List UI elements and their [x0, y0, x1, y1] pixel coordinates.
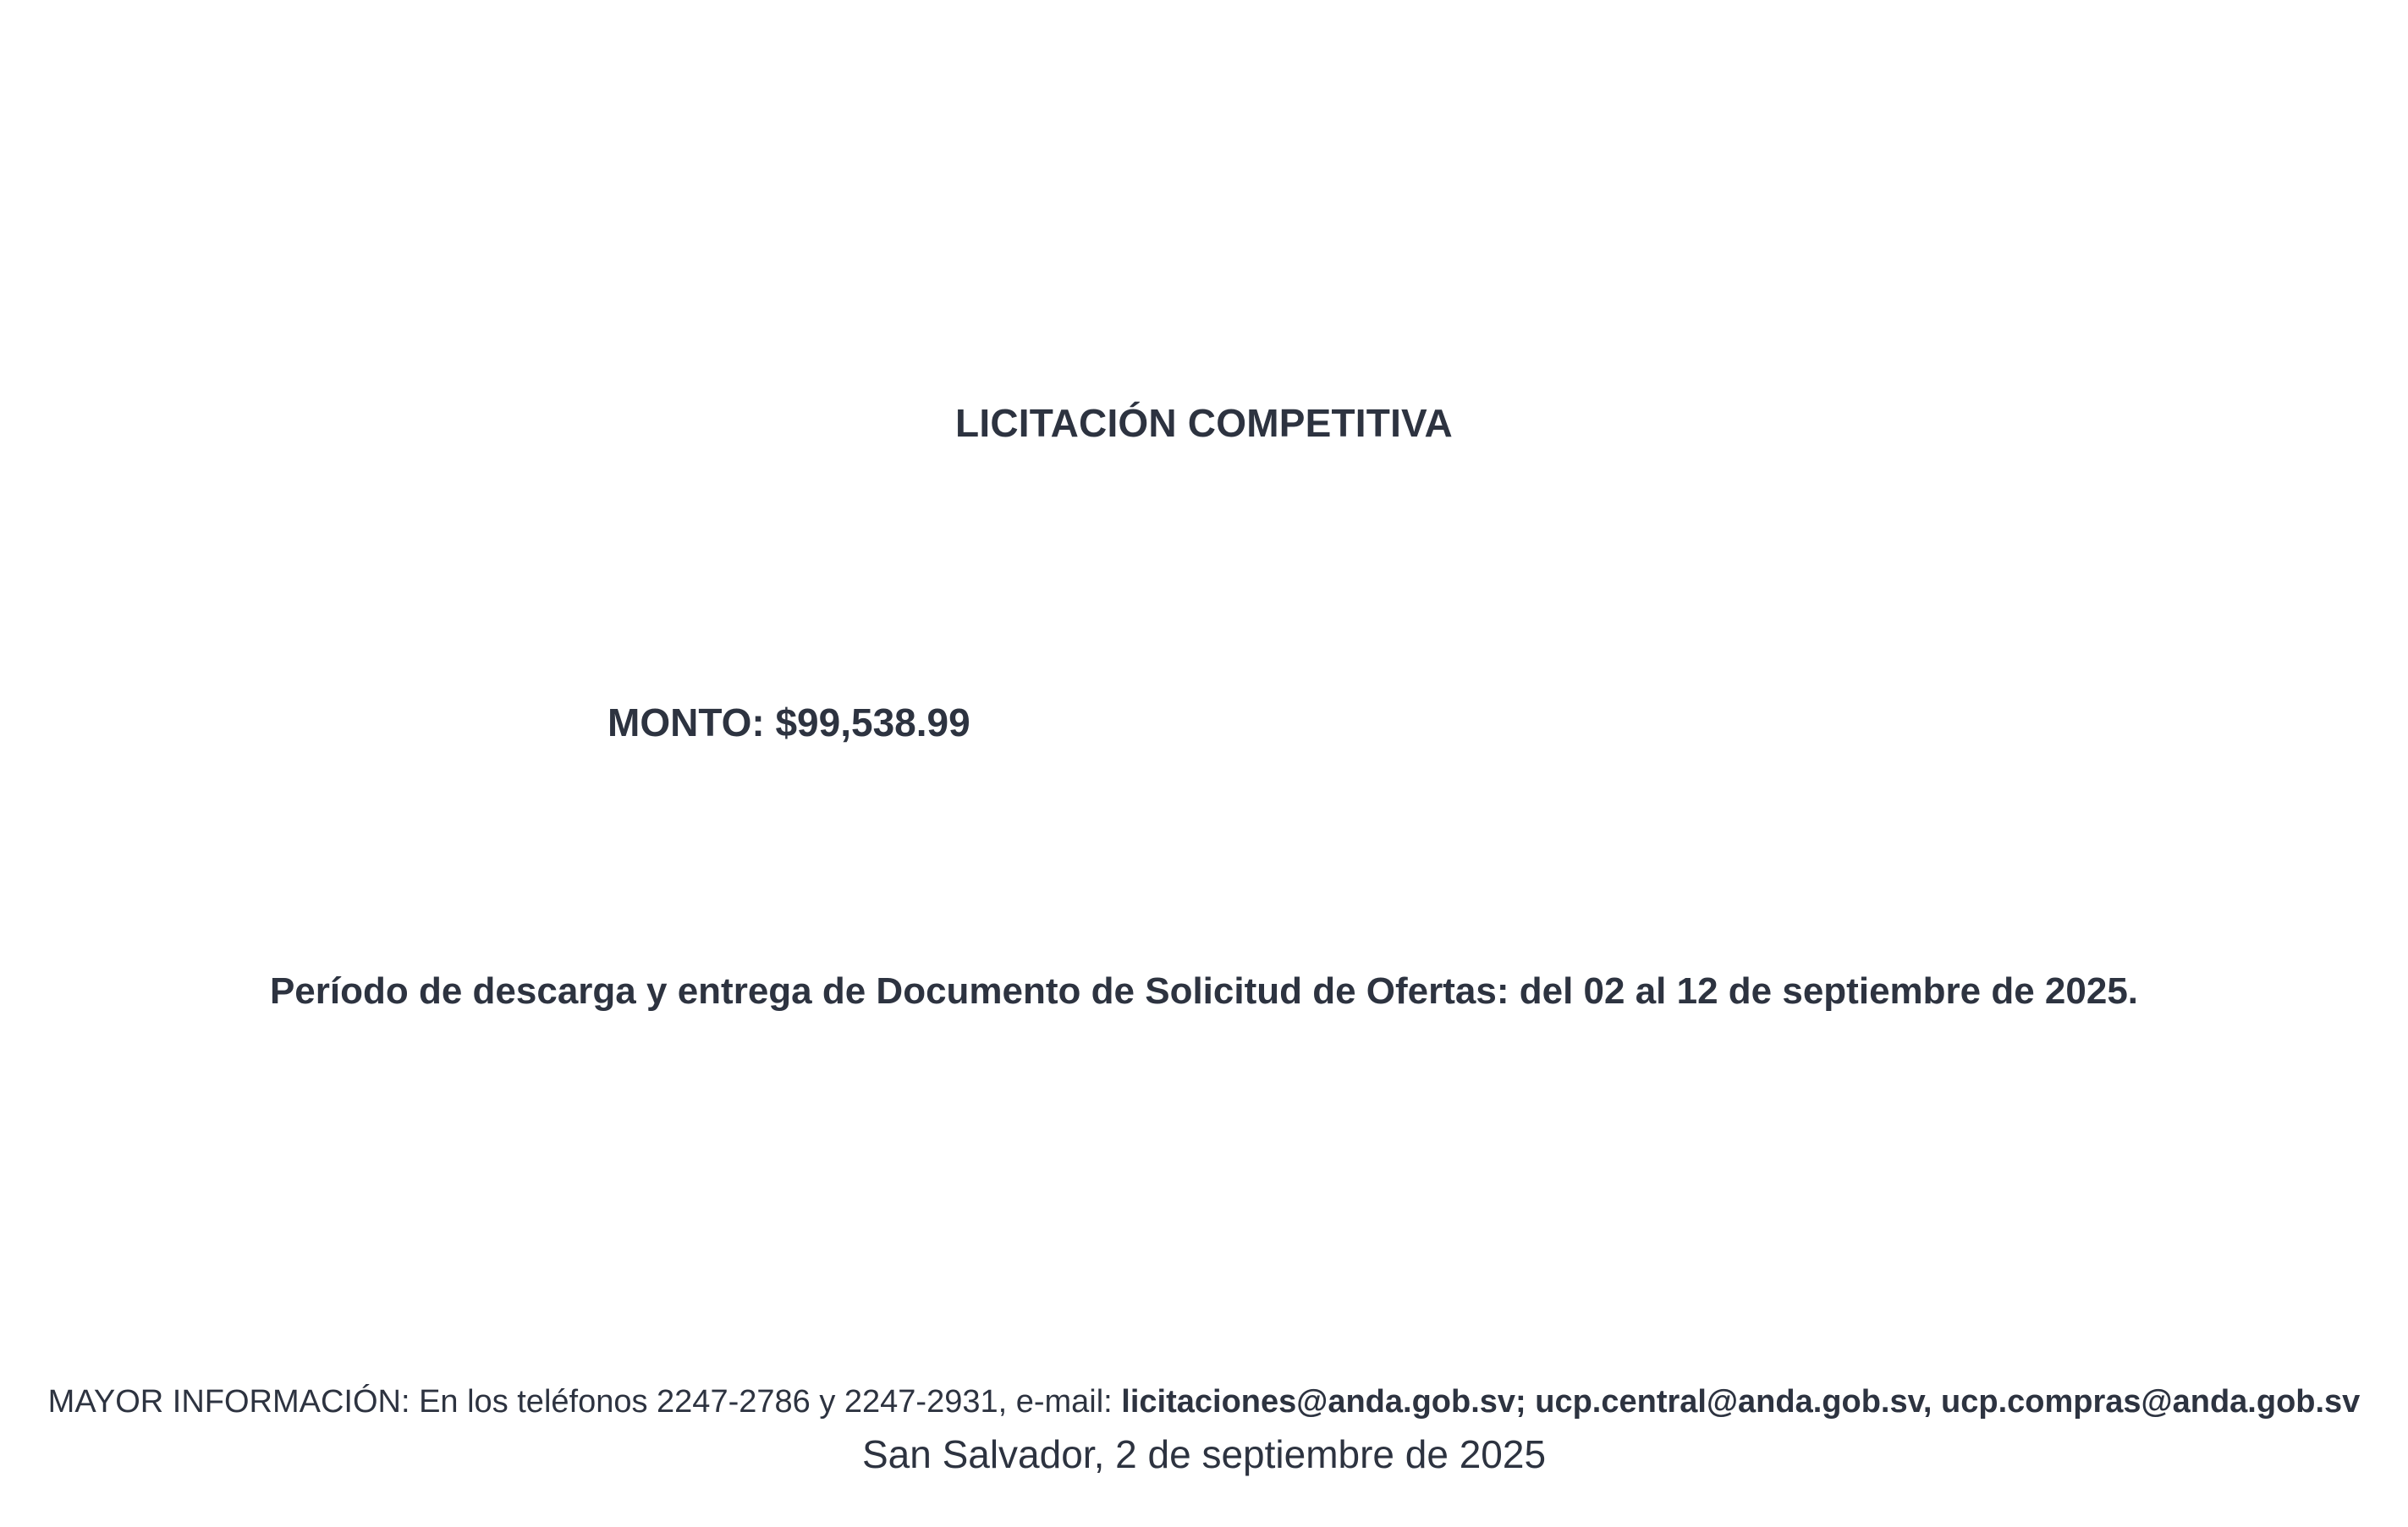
- contact-information: [0, 1379, 2408, 1425]
- contact-information-prefix: MAYOR INFORMACIÓN: En los teléfonos 2247-2786 y 2247-2931, e-mail:: [47, 1384, 1122, 1420]
- download-period-text: Período de descarga y entrega de Documento de Solicitud de Ofertas: del 02 al 12 de septiembre de 2025.: [269, 970, 2139, 1012]
- contact-emails: licitaciones@anda.gob.sv; ucp.central@anda.gob.sv, ucp.compras@anda.gob.sv: [1121, 1384, 2361, 1420]
- place-and-date: San Salvador, 2 de septiembre de 2025: [861, 1432, 1547, 1476]
- amount-text: MONTO: $99,538.99: [607, 700, 970, 744]
- document-heading: LICITACIÓN COMPETITIVA: [955, 401, 1453, 445]
